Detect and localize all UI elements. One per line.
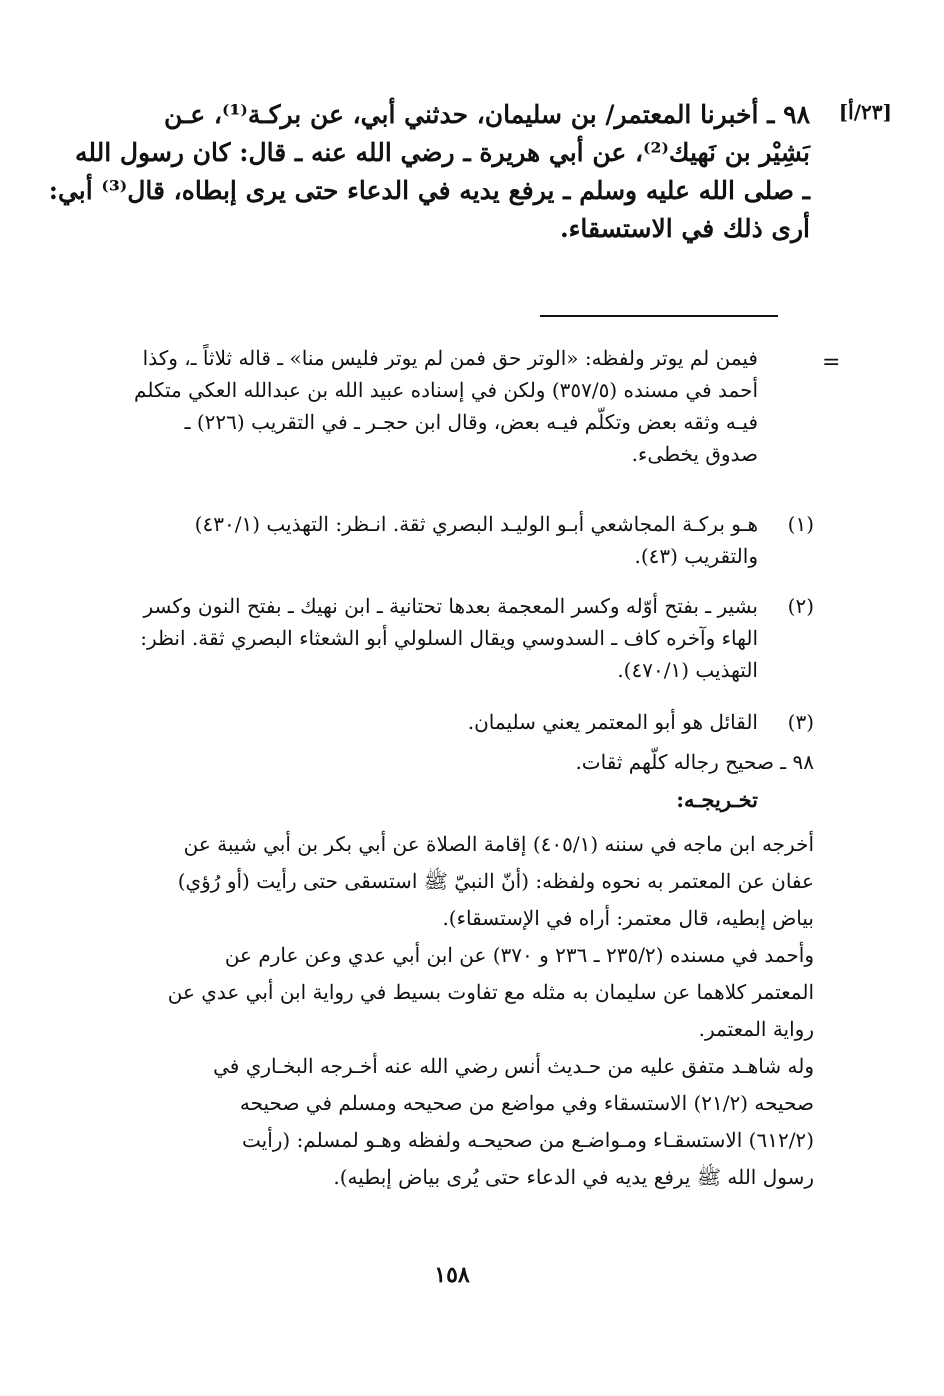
takhrij-line: صحيحه (٢١/٢) الاستسقاء وفي مواضع من صحيحه ومسلم في صحيحه xyxy=(239,1091,814,1115)
footnote-1 xyxy=(118,508,758,572)
footnote-2 xyxy=(118,590,758,686)
takhrij-line: أخرجه ابن ماجه في سننه (٤٠٥/١) إقامة الصلاة عن أبي بكر بن أبي شيبة عن xyxy=(183,832,814,856)
hadith-text-block xyxy=(48,96,810,248)
footnote-continuation xyxy=(118,342,758,470)
takhrij-line: بياض إبطيه، قال معتمر: أراه في الإستسقاء). xyxy=(442,906,814,930)
hadith-line: أرى ذلك في الاستسقاء. xyxy=(559,214,810,243)
footnote-number: (٢) xyxy=(787,594,814,618)
footnote-line: بشير ـ بفتح أوّله وكسر المعجمة بعدها تحتانية ـ ابن نهيك ـ بفتح النون وكسر xyxy=(143,594,758,618)
takhrij-line: وأحمد في مسنده (٢٣٥/٢ ـ ٢٣٦ و ٣٧٠) عن ابن أبي عدي وعن عارم عن xyxy=(224,943,814,967)
footnote-line: فيمن لم يوتر ولفظه: «الوتر حق فمن لم يوتر فليس منا» ـ قاله ثلاثاً ـ، وكذا xyxy=(142,346,758,370)
takhrij-body xyxy=(118,826,814,1196)
takhrij-line: رواية المعتمر. xyxy=(698,1017,814,1041)
takhrij-line: عفان عن المعتمر به نحوه ولفظه: (أنّ النبيّ ﷺ استسقى حتى رأيت (أو رُؤي) xyxy=(177,869,814,893)
takhrij-line: (٦١٢/٢) الاستسقـاء ومـواضـع من صحيحـه ولفظه وهـو لمسلم: (رأيت xyxy=(241,1128,814,1152)
footnote-line: القائل هو أبو المعتمر يعني سليمان. xyxy=(467,710,758,734)
continuation-marker: = xyxy=(822,350,841,375)
hadith-line: بَشِيْر بن نَهيك⁽²⁾، عن أبي هريرة ـ رضي الله عنه ـ قال: كان رسول الله xyxy=(74,138,810,167)
hadith-grading: ٩٨ ـ صحيح رجاله كلّهم ثقات. xyxy=(575,750,814,774)
takhrij-line: المعتمر كلاهما عن سليمان به مثله مع تفاوت بسيط في رواية ابن أبي عدي عن xyxy=(167,980,814,1004)
footnote-line: والتقريب (٤٣). xyxy=(634,544,758,568)
hadith-line: ـ صلى الله عليه وسلم ـ يرفع يديه في الدعاء حتى يرى إبطاه، قال⁽³⁾ أبي: xyxy=(48,176,810,205)
footnote-number: (١) xyxy=(787,512,814,536)
footnote-line: فيـه وثقه بعض وتكلّم فيـه بعض، وقال ابن حجـر ـ في التقريب (٢٢٦) ـ xyxy=(184,410,758,434)
hadith-line: ٩٨ ـ أخبرنا المعتمر/ بن سليمان، حدثني أبي، عن بركـة⁽¹⁾، عـن xyxy=(163,100,810,129)
footnote-line: هـو بركـة المجاشعي أبـو الوليـد البصري ثقة. انـظر: التهذيب (٤٣٠/١) xyxy=(194,512,758,536)
takhrij-line: وله شاهـد متفق عليه من حـديث أنس رضي الله عنه أخـرجه البخـاري في xyxy=(213,1054,814,1078)
footnote-line: أحمد في مسنده (٣٥٧/٥) ولكن في إسناده عبيد الله بن عبدالله العكي متكلم xyxy=(134,378,758,402)
footnote-line: التهذيب (٤٧٠/١). xyxy=(617,658,758,682)
page-number: ١٥٨ xyxy=(434,1262,470,1288)
footnote-separator xyxy=(540,315,778,317)
footnote-line: الهاء وآخره كاف ـ السدوسي ويقال السلولي أبو الشعثاء البصري ثقة. انظر: xyxy=(140,626,758,650)
margin-folio-reference: [٢٣/أ] xyxy=(838,100,892,124)
takhrij-heading: تخـريجـه: xyxy=(676,787,758,812)
footnote-line: صدوق يخطىء. xyxy=(631,442,758,466)
footnote-number: (٣) xyxy=(787,710,814,734)
footnote-3 xyxy=(118,706,758,738)
takhrij-line: رسول الله ﷺ يرفع يديه في الدعاء حتى يُرى بياض إبطيه). xyxy=(333,1165,814,1189)
